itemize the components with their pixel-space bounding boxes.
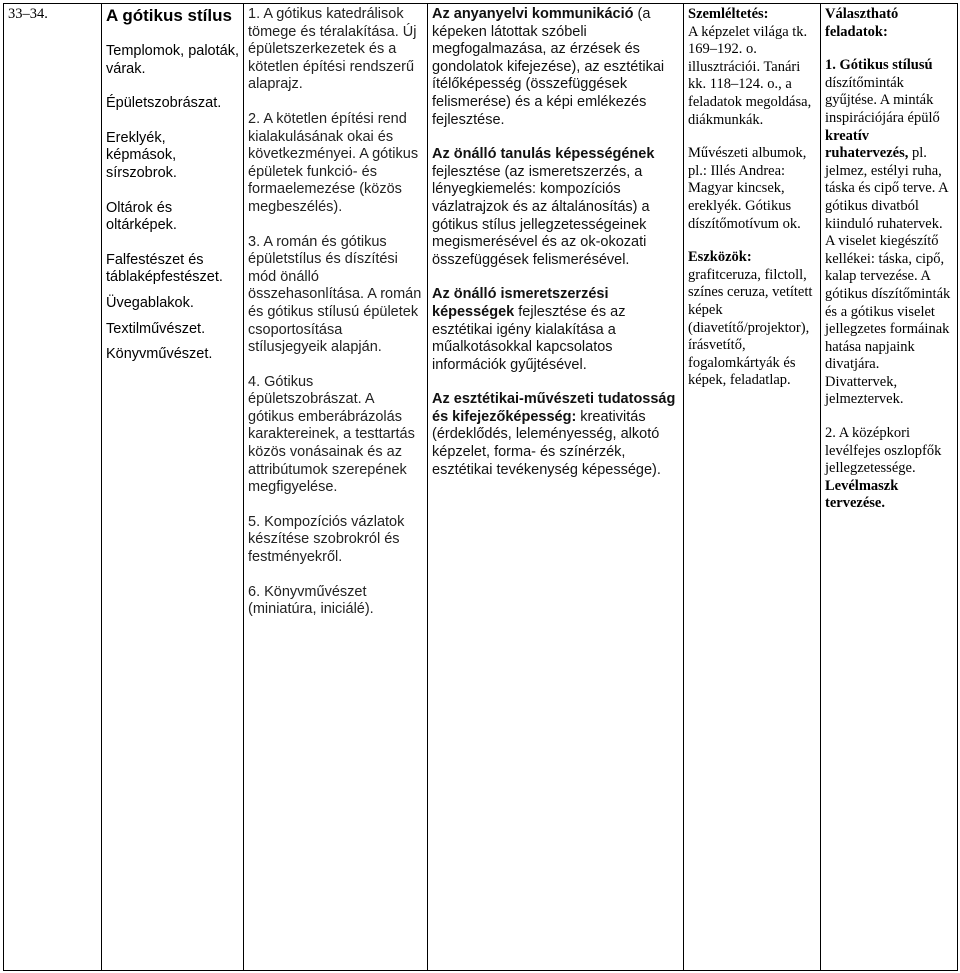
- topic-cell: [102, 4, 244, 971]
- development-item: [432, 391, 679, 479]
- optional-tasks-cell: [821, 4, 958, 971]
- topic-item: Könyvművészet.: [106, 346, 213, 363]
- equipment-text: grafitceruza, filctoll, színes ceruza, vetített képek (diavetítő/projektor), írásvetítő, fogalomkártyák és képek, feladatlap.: [688, 266, 813, 389]
- development-text: (a képeken látottak szóbeli megfogalmazása, az érzések és gondolatok kifejezése), az esztétikai ítélőképesség (összefüggések felismerése) és a képi emlékezés fejlesztése.: [432, 6, 665, 128]
- albums: Művészeti albumok, pl.: Illés Andrea: Magyar kincsek, ereklyék. Gótikus díszítőmotívum ok.: [688, 145, 807, 232]
- development-heading: Az esztétikai-művészeti tudatosság és kifejezőképesség:: [432, 391, 676, 425]
- development-text: kreativitás (érdeklődés, leleményesség, alkotó képzelet, forma- és színérzék, esztétikai tevékenység képessége).: [432, 408, 661, 478]
- development-heading: Az anyanyelvi kommunikáció: [432, 6, 634, 22]
- topic-item: Épületszobrászat.: [106, 95, 222, 112]
- development-item: [432, 6, 679, 129]
- table-row: [4, 4, 958, 971]
- development-cell: [428, 4, 684, 971]
- content-item: 5. Kompozíciós vázlatok készítése szobrokról és festményekről.: [248, 513, 405, 566]
- lesson-number: 33–34.: [8, 6, 48, 22]
- content-item: 2. A kötetlen építési rend kialakulásának okai és következményei. A gótikus épületek funkció- és formaelemezése (közös megbeszélés).: [248, 110, 419, 215]
- topic-item: Ereklyék, képmások, sírszobrok.: [106, 129, 177, 181]
- topic-title: A gótikus stílus: [106, 6, 232, 25]
- content-item: 6. Könyvművészet (miniatúra, iniciálé).: [248, 583, 374, 618]
- content-item: 3. A román és gótikus épületstílus és díszítési mód önálló összehasonlítása. A román és gótikus stílusú épületek csoportosítása stílusjegyeik alapján.: [248, 233, 422, 356]
- lesson-plan-table: [3, 3, 958, 971]
- content-item: 4. Gótikus épületszobrászat. A gótikus emberábrázolás karaktereinek, a testtartás közös vonásainak és az attribútumok szerepének megfigyelése.: [248, 373, 415, 496]
- development-text: fejlesztése és az esztétikai igény kialakítása a műalkotásokkal kapcsolatos információk gyűjtésével.: [432, 303, 626, 373]
- visual-aids-text: A képzelet világa tk. 169–192. o. illusztrációi. Tanári kk. 118–124. o., a feladatok megoldása, diákmunkák.: [688, 23, 812, 128]
- topic-item: Textilművészet.: [106, 320, 206, 337]
- development-item: [432, 146, 679, 269]
- content-item: 1. A gótikus katedrálisok tömege és téralakítása. Új épületszerkezetek és a kötetlen építési rendszerű alaprajz.: [248, 6, 417, 93]
- development-text: fejlesztése (az ismeretszerzés, a lényegkiemelés: kompozíciós vázlatrajzok és az általánosítás) a gótikus stílus jellegzetességeinek megismerésével és az ok-okozati összefüggések felismerésével.: [432, 163, 650, 268]
- development-item: [432, 286, 679, 374]
- topic-item: Falfestészet és táblaképfestészet.: [106, 251, 223, 286]
- visual-aids-label: Szemléltetés:: [688, 6, 769, 22]
- topic-item: Oltárok és oltárképek.: [106, 199, 177, 234]
- equipment-label: Eszközök:: [688, 249, 752, 266]
- optional-task-1: 1. Gótikus stílusú díszítőminták gyűjtése. A minták inspirációjára épülő kreatív ruhatervezés, pl. jelmez, estélyi ruha, táska és cipő terve. A gótikus divatból kiinduló ruhatervek. A viselet kiegészítő kellékei: táska, cipő, kalap tervezése. A gótikus díszítőminták és a gótikus viselet jellegzetes formáinak hatása napjaink divatjára. Divattervek, jelmeztervek.: [825, 57, 951, 408]
- equipment: [688, 249, 816, 390]
- development-heading: Az önálló tanulás képességének: [432, 146, 655, 163]
- lesson-number-cell: [4, 4, 102, 971]
- tools-cell: [684, 4, 821, 971]
- optional-task-2: 2. A középkori levélfejes oszlopfők jellegzetessége. Levélmaszk tervezése.: [825, 425, 942, 512]
- visual-aids: [688, 6, 816, 129]
- optional-tasks-label: Választható feladatok:: [825, 6, 899, 40]
- topic-item: Üvegablakok.: [106, 294, 194, 311]
- contents-cell: [244, 4, 428, 971]
- topic-item: Templomok, paloták, várak.: [106, 43, 239, 77]
- development-heading: Az önálló ismeretszerzési képességek: [432, 286, 609, 320]
